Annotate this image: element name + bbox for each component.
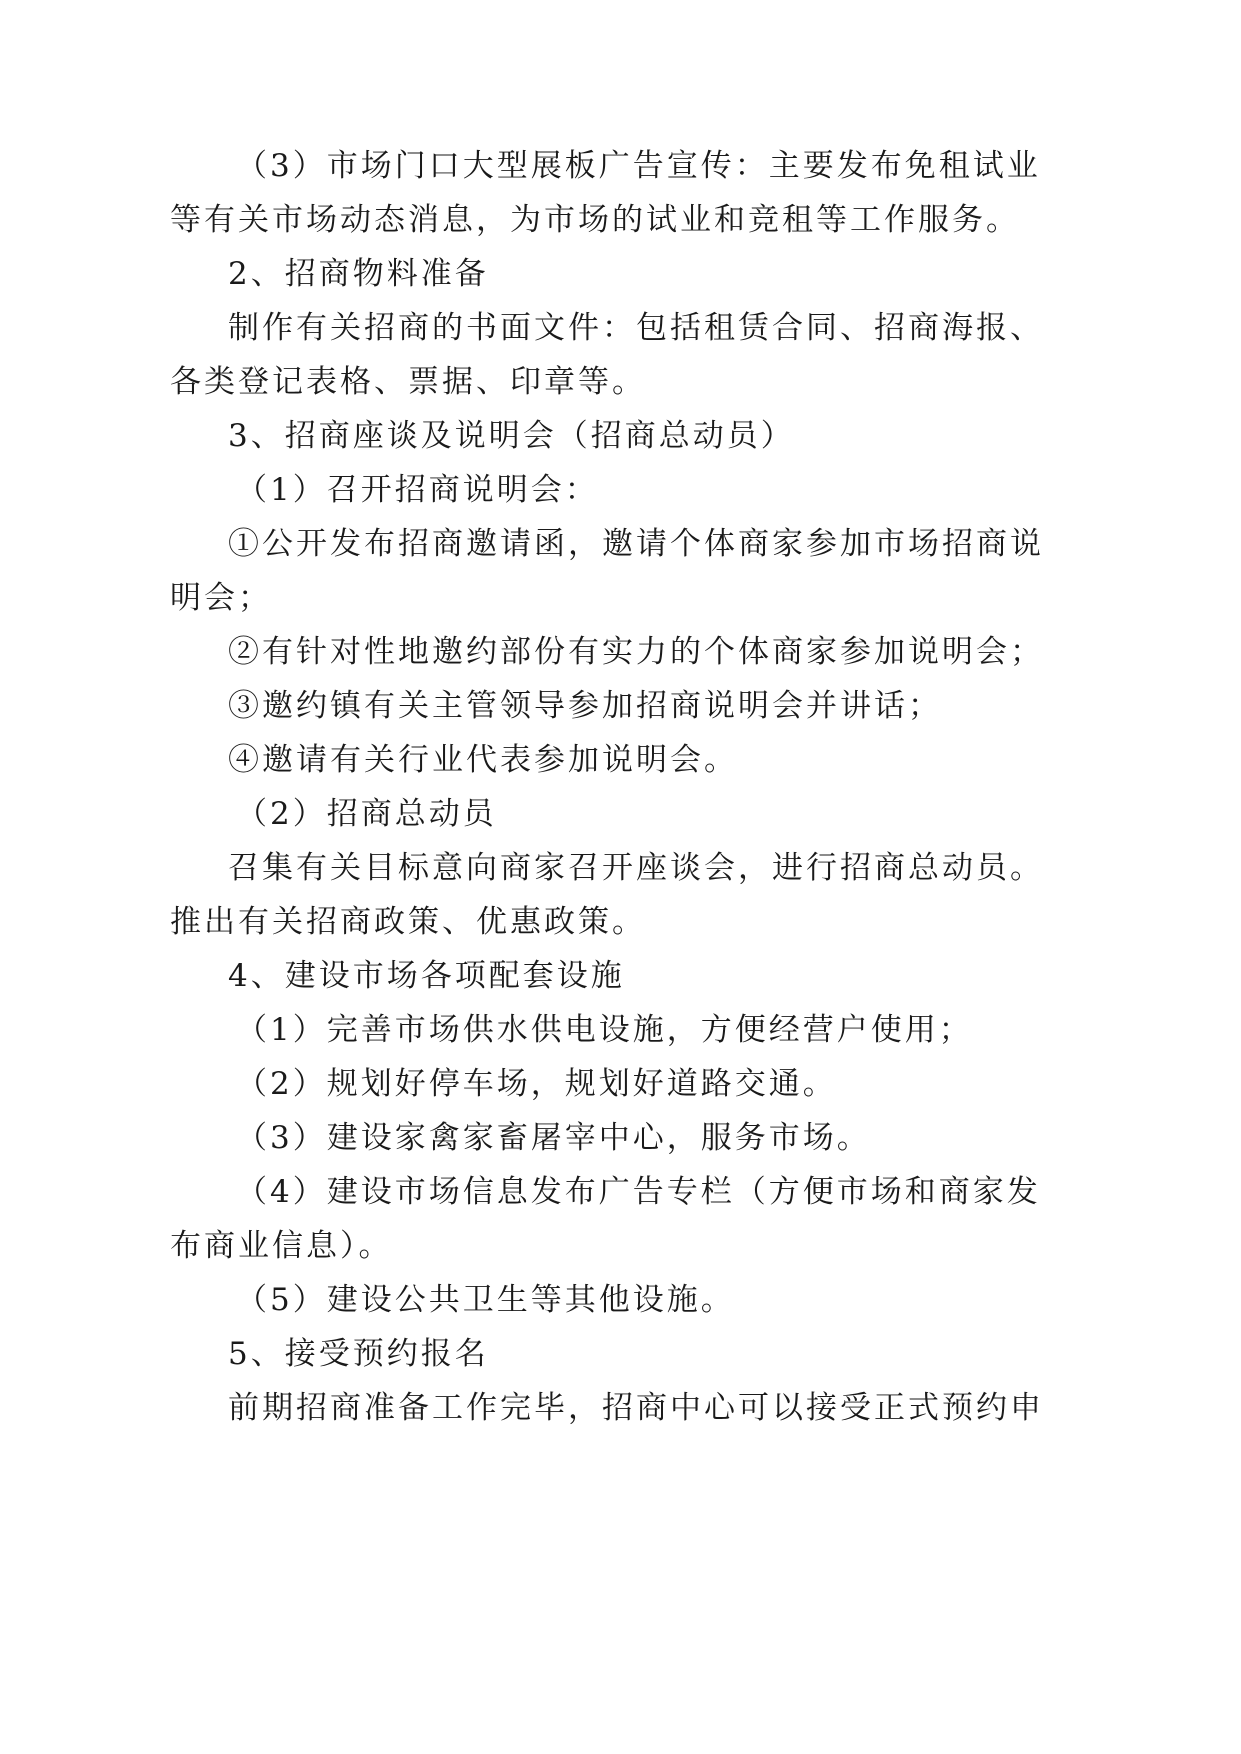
paragraph-line: （2）规划好停车场，规划好道路交通。	[236, 1066, 837, 1102]
section-heading: 3、招商座谈及说明会（招商总动员）	[228, 418, 795, 454]
paragraph-line: 各类登记表格、票据、印章等。	[170, 364, 646, 400]
paragraph-line: ④邀请有关行业代表参加说明会。	[228, 742, 738, 778]
paragraph-line: 推出有关招商政策、优惠政策。	[170, 904, 646, 940]
paragraph-line: 召集有关目标意向商家召开座谈会，进行招商总动员。	[228, 850, 1044, 886]
paragraph-line: 明会；	[170, 580, 272, 616]
section-heading: 2、招商物料准备	[228, 256, 489, 292]
paragraph-line: 布商业信息）。	[170, 1228, 393, 1264]
paragraph-line: 等有关市场动态消息，为市场的试业和竞租等工作服务。	[170, 202, 1020, 238]
paragraph-line: ①公开发布招商邀请函，邀请个体商家参加市场招商说	[228, 526, 1044, 562]
paragraph-line: （5）建设公共卫生等其他设施。	[236, 1282, 735, 1318]
paragraph-line: 制作有关招商的书面文件：包括租赁合同、招商海报、	[228, 310, 1044, 346]
paragraph-line: 前期招商准备工作完毕，招商中心可以接受正式预约申	[228, 1390, 1044, 1426]
paragraph-line: （2）招商总动员	[236, 796, 497, 832]
paragraph-line: （3）市场门口大型展板广告宣传：主要发布免租试业	[236, 148, 1041, 184]
paragraph-line: ②有针对性地邀约部份有实力的个体商家参加说明会；	[228, 634, 1044, 670]
paragraph-line: （1）完善市场供水供电设施，方便经营户使用；	[236, 1012, 973, 1048]
paragraph-line: （1）召开招商说明会：	[236, 472, 599, 508]
section-heading: 4、建设市场各项配套设施	[228, 958, 625, 994]
section-heading: 5、接受预约报名	[228, 1336, 489, 1372]
paragraph-line: （3）建设家禽家畜屠宰中心，服务市场。	[236, 1120, 871, 1156]
paragraph-line: ③邀约镇有关主管领导参加招商说明会并讲话；	[228, 688, 942, 724]
paragraph-line: （4）建设市场信息发布广告专栏（方便市场和商家发	[236, 1174, 1041, 1210]
